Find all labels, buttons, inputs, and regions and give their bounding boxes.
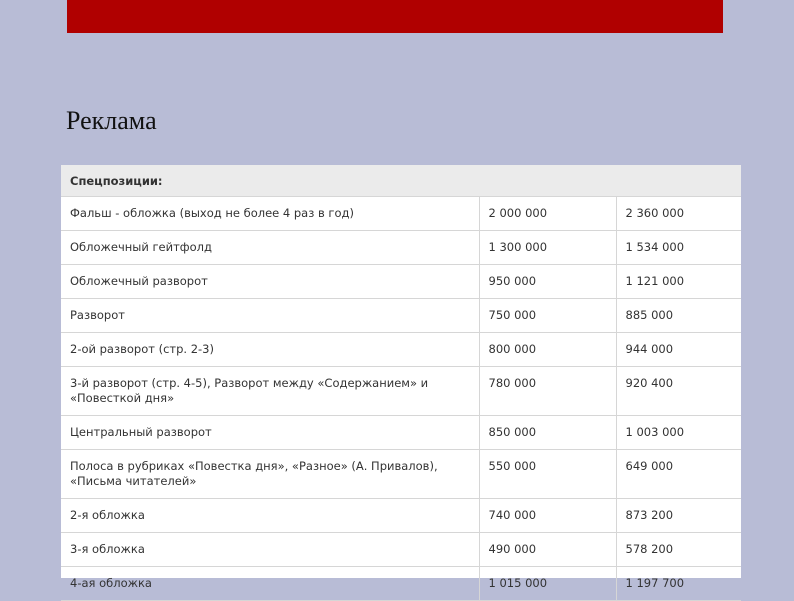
row-price-cell: 780 000: [479, 367, 616, 416]
row-price-cell: 2 000 000: [479, 197, 616, 231]
row-price-cell: 800 000: [479, 333, 616, 367]
table-row: [61, 299, 741, 333]
table-row: [61, 333, 741, 367]
row-name-cell: 4-ая обложка: [61, 567, 479, 601]
table-row: [61, 533, 741, 567]
row-price-cell: 740 000: [479, 499, 616, 533]
table-row: [61, 450, 741, 499]
table-row: [61, 231, 741, 265]
row-price-vat-cell: 1 197 700: [616, 567, 741, 601]
row-name-cell: Обложечный гейтфолд: [61, 231, 479, 265]
row-price-cell: 1 015 000: [479, 567, 616, 601]
row-price-vat-cell: 578 200: [616, 533, 741, 567]
row-price-vat-cell: 1 534 000: [616, 231, 741, 265]
table-row: [61, 567, 741, 601]
price-table-panel: [61, 165, 741, 590]
table-row: [61, 499, 741, 533]
row-name-cell: 2-ой разворот (стр. 2-3): [61, 333, 479, 367]
slide-title: Реклама: [66, 106, 157, 135]
row-name-cell: Полоса в рубриках «Повестка дня», «Разное» (А. Привалов), «Письма читателей»: [61, 450, 479, 499]
table-header: Спецпозиции:: [61, 165, 741, 197]
row-name-cell: 3-й разворот (стр. 4-5), Разворот между «Содержанием» и «Повесткой дня»: [61, 367, 479, 416]
table-row: [61, 416, 741, 450]
price-table: [61, 165, 741, 601]
row-name-cell: 2-я обложка: [61, 499, 479, 533]
row-name-cell: Центральный разворот: [61, 416, 479, 450]
row-price-vat-cell: 920 400: [616, 367, 741, 416]
row-price-cell: 1 300 000: [479, 231, 616, 265]
row-name-cell: 3-я обложка: [61, 533, 479, 567]
row-price-vat-cell: 944 000: [616, 333, 741, 367]
row-price-vat-cell: 649 000: [616, 450, 741, 499]
row-name-cell: Обложечный разворот: [61, 265, 479, 299]
row-price-vat-cell: 873 200: [616, 499, 741, 533]
row-price-vat-cell: 885 000: [616, 299, 741, 333]
header-banner: [67, 0, 723, 33]
table-row: [61, 367, 741, 416]
row-price-cell: 750 000: [479, 299, 616, 333]
row-price-cell: 850 000: [479, 416, 616, 450]
row-name-cell: Разворот: [61, 299, 479, 333]
row-price-vat-cell: 1 003 000: [616, 416, 741, 450]
row-price-cell: 950 000: [479, 265, 616, 299]
row-price-cell: 490 000: [479, 533, 616, 567]
table-body: [61, 197, 741, 601]
row-name-cell: Фальш - обложка (выход не более 4 раз в год): [61, 197, 479, 231]
row-price-vat-cell: 1 121 000: [616, 265, 741, 299]
table-row: [61, 197, 741, 231]
row-price-vat-cell: 2 360 000: [616, 197, 741, 231]
table-header-row: [61, 165, 741, 197]
row-price-cell: 550 000: [479, 450, 616, 499]
table-row: [61, 265, 741, 299]
